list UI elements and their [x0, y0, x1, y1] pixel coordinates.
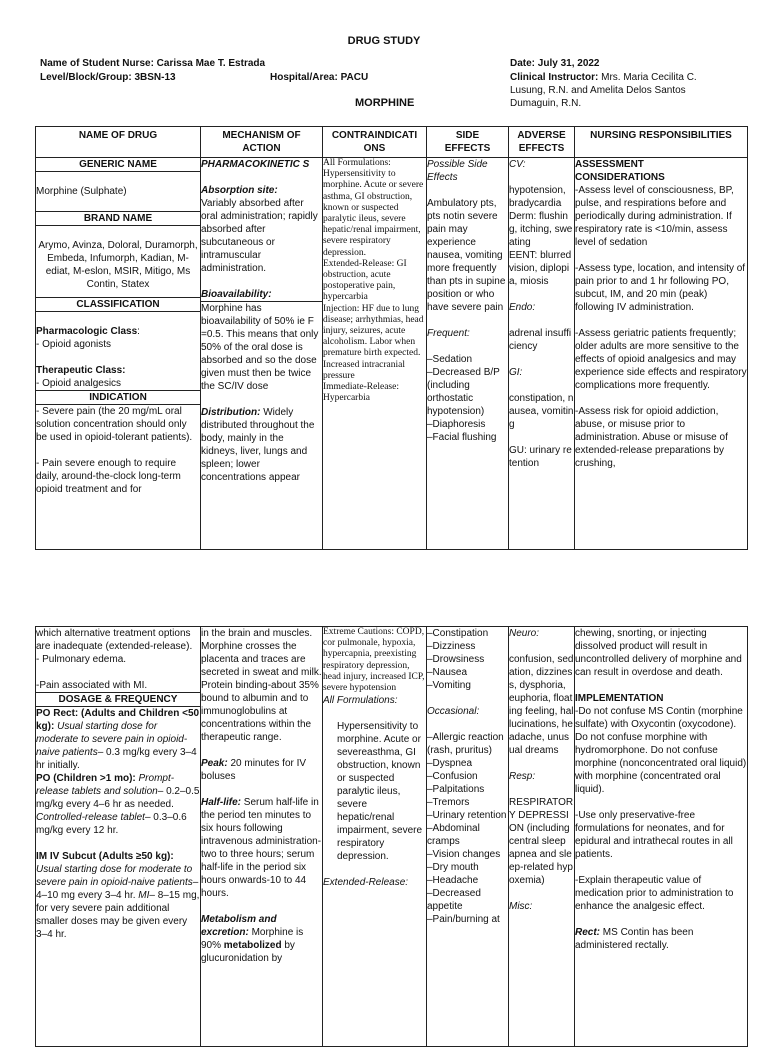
- dosage-heading: DOSAGE & FREQUENCY: [36, 692, 201, 707]
- frequent-heading: Frequent:: [427, 328, 470, 339]
- half-life-text: Half-life: Serum half-life in the period ten minutes to six hours following intravenous administration-two to three hours; serum half-life in the period six hours onwards-10 to 44 hours.: [201, 797, 322, 899]
- side-effect-item: –Dizziness: [427, 641, 476, 652]
- contra-injection: Injection: HF due to lung disease; arrhythmias, head injury, seizures, acute alcoholism. Labor when premature birth expected. Increased intracranial pressure: [323, 303, 424, 381]
- document-title: DRUG STUDY: [347, 35, 421, 47]
- contra-extended-release: Extended-Release: GI obstruction, acute postoperative pain, hypercarbia: [323, 258, 407, 303]
- generic-name: Morphine (Sulphate): [36, 186, 127, 197]
- possible-side-effects: Possible Side Effects: [427, 159, 488, 183]
- col-adverse-effects: ADVERSE EFFECTS: [509, 127, 575, 158]
- implementation-heading: IMPLEMENTATION: [575, 693, 664, 704]
- side-effect-item: –Sedation: [427, 354, 473, 365]
- adverse-endo-text: adrenal insufficiency: [509, 328, 572, 352]
- date: Date: July 31, 2022: [510, 58, 600, 69]
- brand-name-heading: BRAND NAME: [36, 211, 201, 226]
- drug-heading: MORPHINE: [355, 97, 415, 109]
- side-effect-item: –Facial flushing: [427, 432, 497, 443]
- side-effect-item: –Tremors: [427, 797, 470, 808]
- occasional-heading: Occasional:: [427, 706, 480, 717]
- mechanism-cell: [201, 158, 323, 550]
- peak-text: Peak: 20 minutes for IV boluses: [201, 758, 307, 782]
- side-effect-item: –Palpitations: [427, 784, 485, 795]
- adverse-gi-text: constipation, nausea, vomiting: [509, 393, 574, 430]
- adverse-gu: GU: urinary retention: [509, 445, 572, 469]
- adverse-effects-cell: [509, 158, 575, 550]
- nursing-item: -Assess geriatric patients frequently; older adults are more sensitive to the effects of opioid analgesics and may experience side effects and respiratory complications more frequently.: [575, 328, 747, 391]
- contraindications-cell: [323, 158, 427, 550]
- implementation-item: -Do not confuse MS Contin (morphine sulfate) with Oxycontin (oxycodone). Do not confuse morphine with hydromorphone. Do not confuse morphine (nonconcentrated oral liquid) with morphine (concentrated oral liquid).: [575, 706, 747, 795]
- distribution-text: Distribution: Widely distributed throughout the body, mainly in the kidneys, liver, lungs and spleen; lower concentrations appear: [201, 407, 315, 483]
- pharmacologic-class-value: - Opioid agonists: [36, 339, 112, 350]
- absorption-text: Variably absorbed after oral administration; rapidly absorbed after subcutaneous or intramuscular administration.: [201, 198, 318, 274]
- side-effect-item: –Allergic reaction (rash, pruritus): [427, 732, 504, 756]
- adverse-neuro-text: confusion, sedation, dizziness, dysphoria, euphoria, floating feeling, hallucinations, headache, unusual dreams: [509, 654, 574, 756]
- contra-extreme-cautions: Extreme Cautions: COPD, cor pulmonale, hypoxia, hypercapnia, preexisting respiratory depression, head injury, increased ICP, severe hypotension: [323, 627, 425, 694]
- side-effect-item: –Pain/burning at: [427, 914, 500, 925]
- col-contraindications: CONTRAINDICATI ONS: [323, 127, 427, 158]
- contra-immediate-release: Immediate-Release: Hypercarbia: [323, 382, 399, 404]
- pharmacologic-class: Pharmacologic Class:: [36, 326, 140, 337]
- contra-extended-heading: Extended-Release:: [323, 877, 409, 889]
- indication-edema: - Pulmonary edema.: [36, 654, 127, 665]
- side-effects-cell: [427, 158, 509, 550]
- bioavailability-text: Morphine has bioavailability of 50% ie F =0.5. This means that only 50% of the oral dose is absorbed and so the dose given must then be twice the SC/IV dose: [201, 303, 319, 392]
- ambulatory-note: Ambulatory pts, pts notin severe pain may experience nausea, vomiting more frequently than pts in supine position or who have severe pain: [427, 198, 506, 313]
- metabolism-text: Metabolism and excretion: Morphine is 90% metabolized by glucuronidation by: [201, 914, 304, 964]
- indication-mi: -Pain associated with MI.: [36, 680, 148, 691]
- col-name-of-drug: NAME OF DRUG: [36, 127, 201, 158]
- dose-im-iv-subcut: IM IV Subcut (Adults ≥50 kg): Usual starting dose for moderate to severe pain in opioid-naive patients– 4–10 mg every 3–4 hr. MI– 8–15 mg, for very severe pain additional smaller doses may be given every 3–4 hr.: [36, 851, 200, 940]
- adverse-neuro-heading: Neuro:: [509, 628, 540, 639]
- adverse-gi-heading: GI:: [509, 367, 523, 378]
- side-effect-item: –Constipation: [427, 628, 489, 639]
- side-effect-item: –Urinary retention: [427, 810, 507, 821]
- adverse-endo-heading: Endo:: [509, 302, 536, 313]
- side-effect-item: –Nausea: [427, 667, 468, 678]
- absorption-heading: Absorption site:: [201, 185, 278, 196]
- adverse-cv-heading: CV:: [509, 159, 526, 170]
- nursing-item: chewing, snorting, or injecting dissolved product will result in uncontrolled delivery of morphine and can result in overdose and death.: [575, 628, 742, 678]
- pharmacokinetics-heading: PHARMACOKINETIC S: [201, 159, 310, 170]
- level-block-group: Level/Block/Group: 3BSN-13: [40, 72, 176, 83]
- side-effect-item: –Decreased B/P (including orthostatic hypotension): [427, 367, 500, 417]
- adverse-eent: EENT: blurred vision, diplopia, miosis: [509, 250, 572, 287]
- generic-name-heading: GENERIC NAME: [36, 158, 201, 172]
- indication-heading: INDICATION: [36, 390, 201, 405]
- adverse-derm: Derm: flushing, itching, sweating: [509, 211, 573, 248]
- dose-po-children: PO (Children >1 mo): Prompt-release tablets and solution– 0.2–0.5 mg/kg every 4–6 hr as needed. Controlled-release tablet– 0.3–0.6 mg/kg every 12 hr.: [36, 773, 200, 836]
- side-effect-item: –Drowsiness: [427, 654, 485, 665]
- bioavailability-heading: Bioavailability:: [201, 288, 323, 302]
- contra-all-formulations: All Formulations: Hypersensitivity to morphine. Acute or severe asthma, GI obstruction, known or suspected paralytic ileus, severe hepatic/renal impairment, severe respiratory depression.: [323, 158, 424, 258]
- adverse-resp-heading: Resp:: [509, 771, 536, 782]
- adverse-effects-cell-cont: [509, 627, 575, 1047]
- side-effect-item: –Abdominal cramps: [427, 823, 480, 847]
- side-effect-item: –Dyspnea: [427, 758, 473, 769]
- adverse-misc-heading: Misc:: [509, 901, 533, 912]
- side-effect-item: –Decreased appetite: [427, 888, 481, 912]
- side-effect-item: –Diaphoresis: [427, 419, 486, 430]
- assessment-heading: ASSESSMENT CONSIDERATIONS: [575, 159, 665, 183]
- implementation-item: -Explain therapeutic value of medication prior to administration to enhance the analgesic effect.: [575, 875, 734, 912]
- contra-all-text: Hypersensitivity to morphine. Acute or severeasthma, GI obstruction, known or suspected paralytic ileus, severe hepatic/renal impairment, severe respiratory depression.: [337, 721, 423, 863]
- adverse-resp-text: RESPIRATORY DEPRESSION (including central sleep apnea and sleep-related hypoxemia): [509, 797, 574, 886]
- nursing-cell: [575, 158, 748, 550]
- mechanism-cell-cont: [201, 627, 323, 1047]
- side-effect-item: –Headache: [427, 875, 479, 886]
- student-name: Name of Student Nurse: Carissa Mae T. Estrada: [40, 58, 266, 69]
- col-nursing: NURSING RESPONSIBILITIES: [575, 127, 748, 158]
- side-effect-item: –Vomiting: [427, 680, 471, 691]
- therapeutic-class-value: - Opioid analgesics: [36, 378, 122, 389]
- col-side-effects: SIDE EFFECTS: [427, 127, 509, 158]
- hospital-area: Hospital/Area: PACU: [270, 72, 369, 83]
- side-effects-cell-cont: [427, 627, 509, 1047]
- indication-cont: which alternative treatment options are inadequate (extended-release).: [36, 628, 193, 652]
- contraindications-cell-cont: [323, 627, 427, 1047]
- adverse-cv-text: hypotension, bradycardia: [509, 185, 566, 209]
- dose-po-rect: PO Rect: (Adults and Children <50 kg): Usual starting dose for moderate to severe pain in opioid-naive patients– 0.3 mg/kg every 3–4 hr initially.: [36, 708, 200, 771]
- drug-info-cell: [36, 158, 201, 550]
- nursing-item: -Assess level of consciousness, BP, pulse, and respirations before and periodically during administration. If respiratory rate is <10/min, assess level of sedation: [575, 185, 734, 248]
- nursing-item: -Assess risk for opioid addiction, abuse, or misuse prior to administration. Abuse or misuse of extended-release preparations by crushing,: [575, 406, 728, 469]
- drug-info-cell-cont: [36, 627, 201, 1047]
- implementation-rect: Rect: MS Contin has been administered rectally.: [575, 927, 694, 951]
- col-mechanism: MECHANISM OF ACTION: [201, 127, 323, 158]
- indication-2: - Pain severe enough to require daily, around-the-clock long-term opioid treatment and for: [36, 458, 181, 495]
- classification-heading: CLASSIFICATION: [36, 297, 201, 312]
- therapeutic-class: Therapeutic Class:: [36, 365, 126, 376]
- brand-names: Arymo, Avinza, Doloral, Duramorph, Embeda, Infumorph, Kadian, M-ediat, M-eslon, MSIR, Mitigo, Ms Contin, Statex: [38, 240, 198, 290]
- distribution-cont: in the brain and muscles. Morphine crosses the placenta and traces are secreted in sweat and milk. Protein binding-about 35% bound to albumin and to immunoglobulins at concentrations within the therapeutic range.: [201, 628, 322, 743]
- side-effect-item: –Confusion: [427, 771, 478, 782]
- drug-table-page-1: [35, 126, 748, 550]
- indication-1: - Severe pain (the 20 mg/mL oral solution concentration should only be used in opioid-tolerant patients).: [36, 406, 193, 443]
- side-effect-item: –Vision changes: [427, 849, 501, 860]
- side-effect-item: –Dry mouth: [427, 862, 479, 873]
- nursing-item: -Assess type, location, and intensity of pain prior to and 1 hr following PO, subcut, IM, and 20 min (peak) following IV administration.: [575, 263, 746, 313]
- clinical-instructor: Clinical Instructor: Mrs. Maria Cecilita C. Lusung, R.N. and Amelita Delos Santos Dumaguin, R.N.: [510, 72, 697, 109]
- nursing-cell-cont: [575, 627, 748, 1047]
- contra-all-heading: All Formulations:: [323, 695, 398, 707]
- drug-table-page-2: [35, 626, 748, 1047]
- implementation-item: -Use only preservative-free formulations for neonates, and for epidural and intrathecal routes in all patients.: [575, 810, 733, 860]
